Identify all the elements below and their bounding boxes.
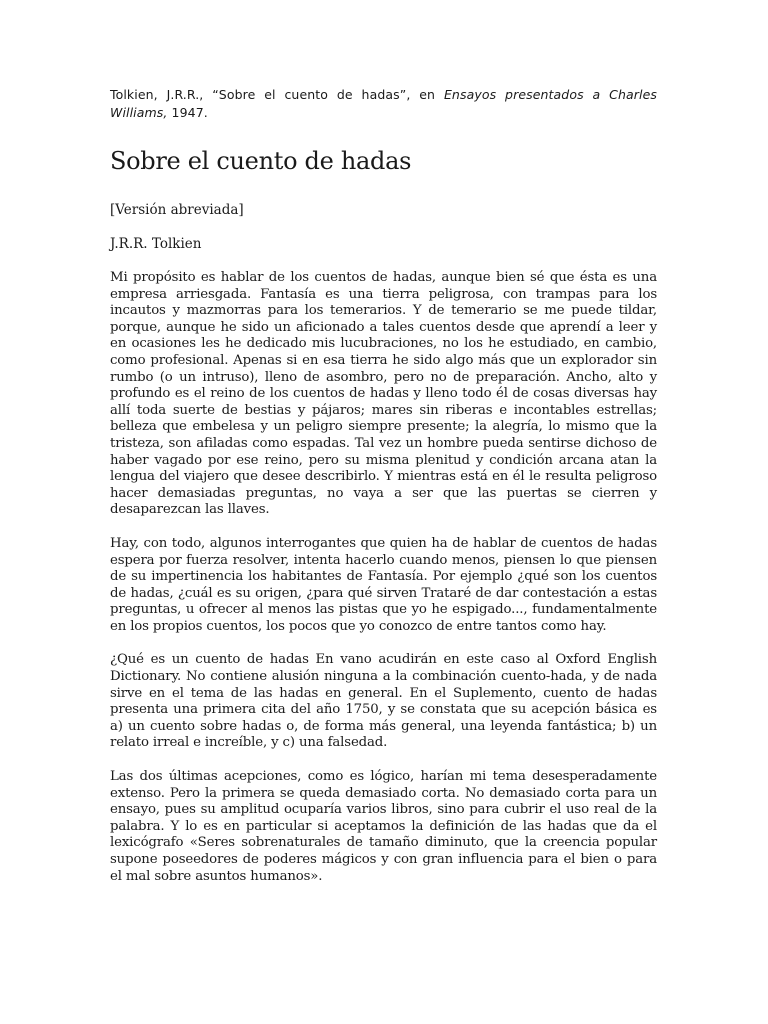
- paragraph-2: Hay, con todo, algunos interrogantes que quien ha de hablar de cuentos de hadas espera por fuerza resolver, intenta hacerlo cuando menos, piensen lo que piensen de su impertinencia los habitantes de Fantasía. Por ejemplo ¿qué son los cuentos de hadas, ¿cuál es su origen, ¿para qué sirven Trataré de dar contestación a estas preguntas, u ofrecer al menos las pistas que yo he espigado..., fundamentalmente en los propios cuentos, los pocos que yo conozco de entre tantos como hay.: [110, 535, 657, 634]
- version-note: [Versión abreviada]: [110, 202, 244, 218]
- paragraph-1: Mi propósito es hablar de los cuentos de hadas, aunque bien sé que ésta es una empresa arriesgada. Fantasía es una tierra peligrosa, con trampas para los incautos y mazmorras para los temerarios. Y de temerario se me puede tildar, porque, aunque he sido un aficionado a tales cuentos desde que aprendí a leer y en ocasiones les he dedicado mis lucubraciones, no los he estudiado, en cambio, como profesional. Apenas si en esa tierra he sido algo más que un explorador sin rumbo (o un intruso), lleno de asombro, pero no de preparación. Ancho, alto y profundo es el reino de los cuentos de hadas y lleno todo él de cosas diversas hay allí toda suerte de bestias y pájaros; mares sin riberas e incontables estrellas; belleza que embelesa y un peligro siempre presente; la alegría, lo mismo que la tristeza, son afiladas como espadas. Tal vez un hombre pueda sentirse dichoso de haber vagado por ese reino, pero su misma plenitud y condición arcana atan la lengua del viajero que desee describirlo. Y mientras está en él le resulta peligroso hacer demasiadas preguntas, no vaya a ser que las puertas se cierren y desaparezcan las llaves.: [110, 270, 657, 518]
- author-name: J.R.R. Tolkien: [110, 236, 202, 252]
- paragraph-3: ¿Qué es un cuento de hadas En vano acudirán en este caso al Oxford English Dictionary. No contiene alusión ninguna a la combinación cuento-hada, y de nada sirve en el tema de las hadas en general. En el Suplemento, cuento de hadas presenta una primera cita del año 1750, y se constata que su acepción básica es a) un cuento sobre hadas o, de forma más general, una leyenda fantástica; b) un relato irreal e increíble, y c) una falsedad.: [110, 652, 657, 751]
- document-page: [110, 86, 657, 902]
- citation: [110, 86, 657, 122]
- document-title: Sobre el cuento de hadas: [110, 147, 412, 175]
- citation-book: Ensayos presentados a Charles Williams,: [110, 87, 658, 120]
- citation-year: 1947.: [167, 105, 208, 120]
- citation-prefix: Tolkien, J.R.R., “Sobre el cuento de hadas”, en: [110, 87, 444, 102]
- paragraph-4: Las dos últimas acepciones, como es lógico, harían mi tema desesperadamente extenso. Pero la primera se queda demasiado corta. No demasiado corta para un ensayo, pues su amplitud ocuparía varios libros, sino para cubrir el uso real de la palabra. Y lo es en particular si aceptamos la definición de las hadas que da el lexicógrafo «Seres sobrenaturales de tamaño diminuto, que la creencia popular supone poseedores de poderes mágicos y con gran influencia para el bien o para el mal sobre asuntos humanos».: [110, 769, 657, 884]
